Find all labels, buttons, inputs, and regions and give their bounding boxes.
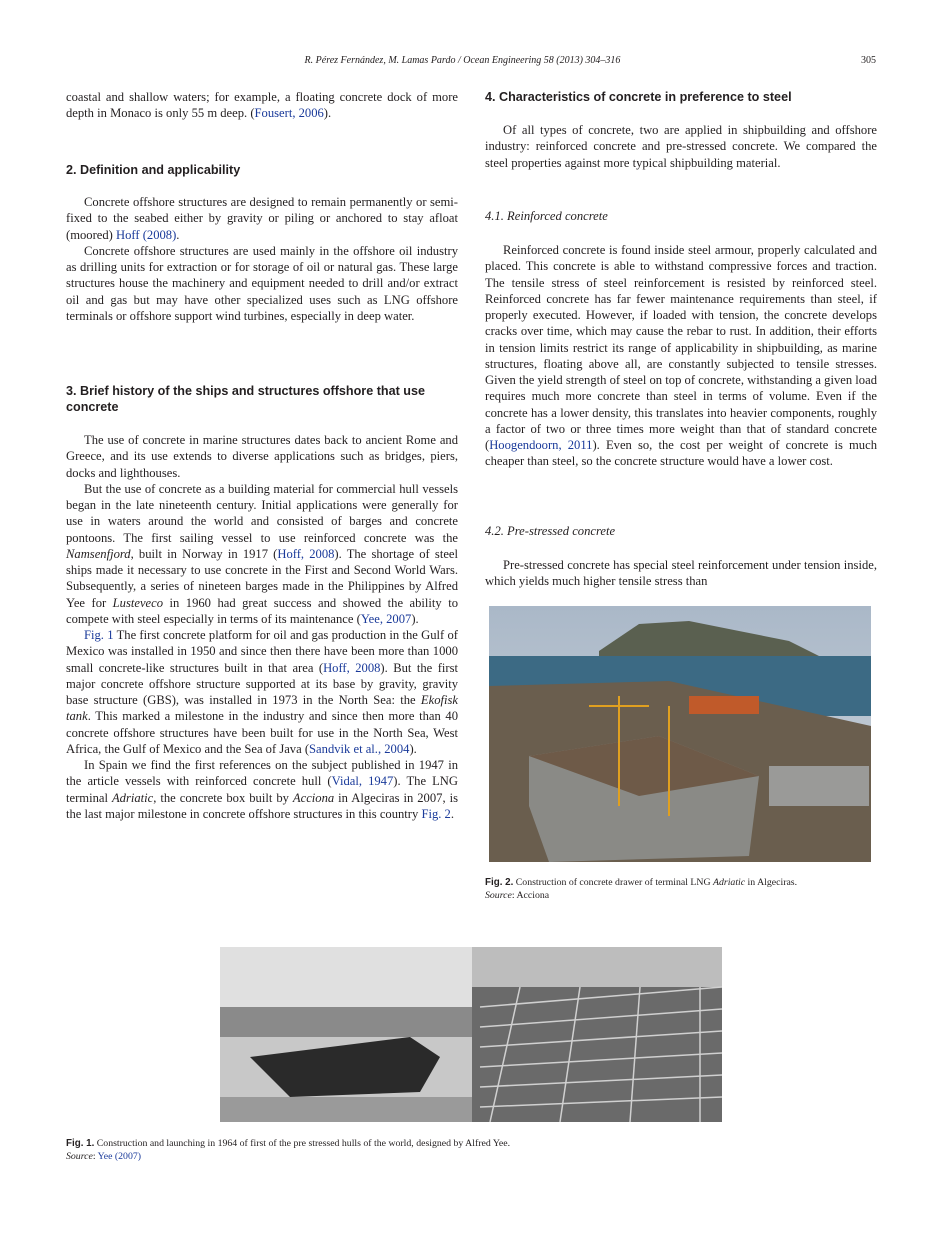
italic-text: Namsenfjord <box>66 546 131 561</box>
text: The use of concrete in marine structures dates back to ancient Rome and Greece, and its use extends to diverse applications such as bridges, piers, docks and lighthouses. <box>66 433 458 480</box>
italic-text: Adriatic <box>111 790 154 805</box>
text: In Spain we find the first references on the subject published in 1947 in the article vessels with reinforced concrete hull ( <box>66 758 458 789</box>
source-text: : Acciona <box>511 890 550 901</box>
caption-text: in Algeciras. <box>745 877 798 888</box>
paragraph <box>66 481 458 627</box>
text: Reinforced concrete is found inside steel armour, properly calculated and placed. This concrete is able to withstand compressive forces and traction. The tensile stress of steel reinforcement is resisted by reinforced steel. Reinforced concrete has far fewer maintenance requirements than steel, if properly executed. However, if loaded with tension, the concrete develops cracks over time, which may cause the rebar to rust. In addition, their efforts in tension limits restrict its range of applicability in shipbuilding, as marine structures, floating above all, are constantly subjected to tensile stresses. Given the yield strength of steel on top of concrete, withstanding a given load requires much more concrete than steel in terms of volume. Even if the concrete has a lower density, this translates into heavier components, roughly a factor of two or three times more weight than that of standard concrete ( <box>485 243 877 452</box>
paragraph <box>485 242 877 470</box>
citation-link[interactable]: Hoff, 2008 <box>323 660 381 675</box>
text: , the concrete box built by <box>153 790 293 805</box>
citation-link[interactable]: Yee, 2007 <box>360 611 412 626</box>
text: ). The LNG terminal <box>66 774 458 805</box>
subsection-heading-4-1: 4.1. Reinforced concrete <box>485 209 608 223</box>
italic-text: Lusteveco <box>112 595 164 610</box>
text: ). But the first major concrete offshore structure supported at its base by gravity, gravity base structure (GBS), was installed in 1973 in the North Sea: the <box>66 660 458 707</box>
text: Concrete offshore structures are designed to remain permanently or semi-fixed to the seabed either by gravity or piling or anchored to stay afloat (moored) <box>66 195 458 242</box>
citation-link[interactable]: Yee (2007) <box>97 1151 142 1162</box>
citation-link[interactable]: Hoff (2008) <box>116 227 177 242</box>
source-label: Source <box>66 1151 93 1162</box>
citation-link[interactable]: Vidal, 1947 <box>331 774 394 789</box>
caption-text: Construction and launching in 1964 of first of the pre stressed hulls of the world, designed by Alfred Yee. <box>94 1138 511 1149</box>
text: , built in Norway in 1917 ( <box>130 546 278 561</box>
section-2-body <box>66 194 458 324</box>
citation-link[interactable]: Hoogendoorn, 2011 <box>489 438 593 452</box>
figure-1-caption <box>66 1137 866 1163</box>
figure-label: Fig. 2. <box>485 877 514 888</box>
running-header: R. Pérez Fernández, M. Lamas Pardo / Ocean Engineering 58 (2013) 304–316 <box>304 55 621 66</box>
text: ). <box>411 611 419 626</box>
section-heading-2: 2. Definition and applicability <box>66 163 241 177</box>
page-number: 305 <box>861 55 876 66</box>
italic-text: Acciona <box>292 790 335 805</box>
paragraph <box>66 194 458 243</box>
subsection-heading-4-2: 4.2. Pre-stressed concrete <box>485 524 616 538</box>
paragraph <box>485 122 877 171</box>
left-para-0 <box>66 89 458 122</box>
figure-1-photo <box>220 947 722 1122</box>
paragraph <box>66 627 458 757</box>
citation-link[interactable]: Fousert, 2006 <box>254 106 324 121</box>
section-3-body <box>66 432 458 822</box>
text: Concrete offshore structures are used mainly in the offshore oil industry as drilling units for extraction or for storage of oil or natural gas. These large structures house the machinery and equipment needed to drill and/or extract oil and gas but may have other specialized uses such as LNG offshore terminals or offshore support wind turbines, especially in deep water. <box>66 243 458 323</box>
text: in Algeciras in 2007, is the last major milestone in concrete offshore structures in this country <box>66 790 458 821</box>
caption-text: Construction of concrete drawer of terminal LNG <box>513 877 713 888</box>
paragraph <box>66 757 458 822</box>
text: . <box>450 806 455 821</box>
figure-2-caption <box>485 876 877 902</box>
section-4-body <box>485 122 877 171</box>
citation-link[interactable]: Fig. 1 <box>84 628 114 642</box>
caption-italic: Adriatic <box>713 877 746 888</box>
section-heading-3: 3. Brief history of the ships and structures offshore that use concrete <box>66 384 425 415</box>
figure-2-photo <box>489 606 871 862</box>
paragraph <box>485 557 877 590</box>
source-sep: : <box>92 1151 98 1162</box>
text: in 1960 had great success and showed the ability to compete with steel especially in terms of its maintenance ( <box>66 595 458 626</box>
text: . This marked a milestone in the industry and since then more than 40 concrete offshore structures have been built for use in the North Sea, West Africa, the Gulf of Mexico and the Sea of Java ( <box>66 709 458 756</box>
text: coastal and shallow waters; for example, a floating concrete dock of more depth in Monaco is only 55 m deep. ( <box>66 90 458 121</box>
text: ). <box>323 106 332 121</box>
citation-link[interactable]: Fig. 2 <box>421 806 451 821</box>
text: Of all types of concrete, two are applied in shipbuilding and offshore industry: reinforced concrete and pre-stressed concrete. We compared the steel properties against more typical shipbuilding material. <box>485 123 877 170</box>
section-4-1-body <box>485 242 877 470</box>
section-heading-4: 4. Characteristics of concrete in preference to steel <box>485 90 792 104</box>
paragraph <box>66 89 458 122</box>
italic-text: Ekofisk tank <box>66 693 458 724</box>
figure-label: Fig. 1. <box>66 1138 95 1149</box>
paragraph <box>66 432 458 481</box>
citation-link[interactable]: Hoff, 2008 <box>277 546 335 561</box>
text: Pre-stressed concrete has special steel reinforcement under tension inside, which yields much higher tensile stress than <box>485 558 877 589</box>
text: . <box>176 227 180 242</box>
text: ). <box>409 741 417 756</box>
text: ). The shortage of steel ships made it necessary to use concrete in the First and Second World Wars. Subsequently, a series of nineteen barges made in the Philippines by Alfred Yee for <box>66 546 458 610</box>
text: But the use of concrete as a building material for commercial hull vessels began in the late nineteenth century. Initial applications were generally for use in waters around the world and consisted of barges and concrete pontoons. The first sailing vessel to use reinforced concrete was the <box>66 481 458 545</box>
text: ). Even so, the cost per weight of concrete is much cheaper than steel, so the concrete structure would have a lower cost. <box>485 438 877 469</box>
source-label: Source <box>485 890 512 901</box>
paragraph <box>66 243 458 324</box>
citation-link[interactable]: Sandvik et al., 2004 <box>309 741 410 756</box>
section-4-2-body <box>485 557 877 590</box>
text: The first concrete platform for oil and gas production in the Gulf of Mexico was installed in 1950 and since then there have been more than 1000 small concrete-like structures built in that area ( <box>66 628 458 675</box>
